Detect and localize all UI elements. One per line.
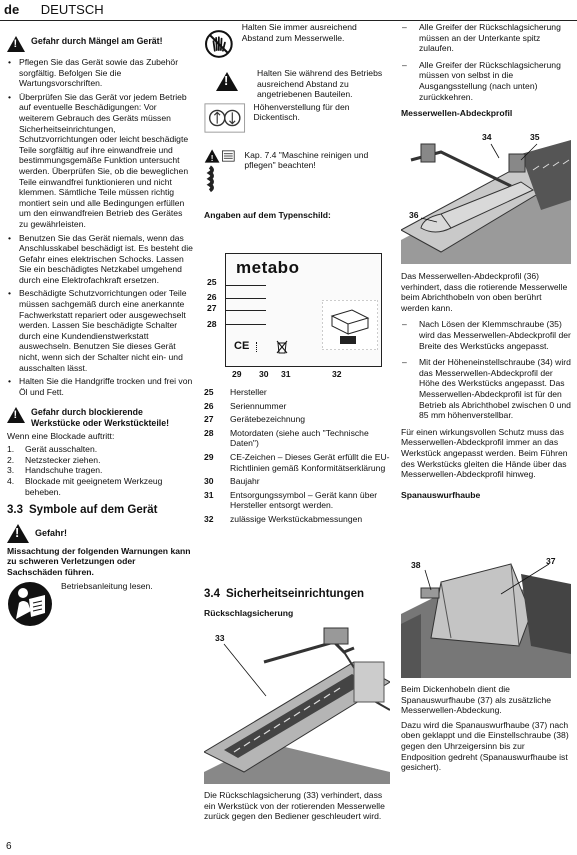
list-item: • Benutzen Sie das Gerät niemals, wenn das Anschlusskabel beschädigt ist. Es besteht die Gefahr eines elektrischen Schocks. Lassen Sie ein beschädigtes Netzkabel umgehend durch eine Elektrofachkraft ersetzen. [7, 233, 193, 286]
table-row: 28 Motordaten (siehe auch "Technische Daten") [204, 427, 369, 449]
span-heading: Spanauswurfhaube [401, 489, 481, 500]
no-hand-icon [204, 22, 234, 66]
gripper-list [401, 22, 571, 102]
callout-35: 35 [530, 132, 540, 142]
list-item: – Mit der Höheneinstellschraube (34) wird das Messerwellen-Abdeckprofil der Höhe des Werkstücks angepasst. Das Messerwellen-Abdeckprofil ist für den Betrieb als Abrichthobel zwischen 0 und 85 mm höhenverstellbar. [401, 357, 571, 421]
read-manual-icon [7, 581, 53, 627]
list-item: 1. Gerät ausschalten. [7, 444, 98, 455]
callout-36: 36 [409, 210, 419, 220]
warning-danger [7, 524, 193, 543]
callout-29: 29 [232, 369, 242, 379]
callout-28: 28 [207, 319, 217, 329]
callout-32: 32 [332, 369, 342, 379]
workpiece-dimensions-icon [322, 300, 378, 350]
symbol-height [204, 102, 390, 134]
callout-26: 26 [207, 292, 217, 302]
list-item: – Alle Greifer der Rückschlagsicherung müssen an der Unterkante spitz zulaufen. [401, 22, 571, 54]
warning-blocking [7, 407, 193, 428]
symbol-3-text: Höhenverstellung für den Dickentisch. [253, 101, 350, 123]
height-adjust-icon [204, 102, 246, 134]
rueck-text: Die Rückschlagsicherung (33) verhindert, dass ein Werkstück von der rotierenden Messerwelle zurück gegen den Bediener geschleudert wird. [204, 790, 385, 822]
warning-triangle-icon [7, 36, 25, 52]
anti-kickback-figure [204, 622, 390, 784]
list-item: • Halten Sie die Handgriffe trocken und frei von Öl und Fett. [7, 376, 193, 397]
warning-defects-title: Gefahr durch Mängel am Gerät! [31, 36, 163, 46]
list-item: 4. Blockade mit geeignetem Werkzeug beheben. [7, 475, 163, 497]
header-rule [0, 20, 577, 21]
callout-33: 33 [215, 633, 225, 643]
column-1 [7, 36, 193, 627]
section-3-4-heading: 3.4 Sicherheitseinrichtungen [204, 588, 365, 600]
chip-ejector-figure [401, 554, 571, 678]
list-item: – Alle Greifer der Rückschlagsicherung müssen von selbst in die Ausgangsstellung (nach unten) zurückkehren. [401, 60, 571, 102]
callout-27: 27 [207, 303, 217, 313]
warning-triangle-icon [7, 524, 29, 543]
maintenance-icon [204, 140, 236, 200]
warning-triangle-icon [216, 72, 238, 91]
callout-30: 30 [259, 369, 269, 379]
blockade-steps [7, 444, 193, 497]
language-title: DEUTSCH [40, 2, 104, 17]
language-code: de [4, 2, 20, 17]
callout-25: 25 [207, 277, 217, 287]
ce-mark: CE [234, 340, 250, 352]
symbol-distance-knife [204, 22, 390, 66]
warning-defects [7, 36, 193, 52]
manual-symbol-text: Betriebsanleitung lesen. [61, 580, 153, 591]
table-row: 29 CE-Zeichen – Dieses Gerät erfüllt die EU-Richtlinien gemäß Konformitätserklärung [204, 451, 390, 473]
typeplate [225, 253, 382, 367]
typeplate-legend [204, 387, 390, 528]
list-item: • Beschädigte Schutzvorrichtungen oder Teile müssen sachgemäß durch eine anerkannte Fachwerkstatt repariert oder ausgewechselt werden. Lassen Sie beschädigte Schalter durch eine Kundendienstwerkstatt auswechseln. Benutzen Sie dieses Gerät nicht, wenn sich der Schalter nicht ein- und ausschalten lässt. [7, 288, 193, 373]
abdeck-adjust-list [401, 319, 571, 420]
callout-37: 37 [546, 556, 556, 566]
plate-line [226, 324, 266, 325]
page-number: 6 [6, 841, 12, 852]
table-row: 26 Seriennummer [204, 400, 287, 411]
symbol-cleaning [204, 140, 390, 200]
blockade-intro: Wenn eine Blockade auftritt: [7, 430, 115, 441]
list-item: – Nach Lösen der Klemmschraube (35) wird das Messerwellen-Abdeckprofil der Breite des Werkstücks angepasst. [401, 319, 571, 351]
warning-danger-text: Missachtung der folgenden Warnungen kann zu schweren Verletzungen oder Sachschäden führen. [7, 545, 191, 577]
warning-danger-title: Gefahr! [35, 527, 68, 538]
symbol-2-text: Halten Sie während des Betriebs ausreichend Abstand zu angetriebenen Bauteilen. [257, 68, 383, 100]
table-row: 32 zulässige Werkstückabmessungen [204, 513, 363, 524]
symbol-distance-parts [204, 68, 390, 100]
page-header [4, 2, 104, 17]
column-3-mid [401, 271, 571, 500]
callout-31: 31 [281, 369, 291, 379]
plate-line [226, 298, 266, 299]
table-row: 25 Hersteller [204, 387, 267, 397]
disposal-bin-icon [276, 340, 288, 354]
rueck-heading: Rückschlagsicherung [204, 608, 294, 618]
column-3 [401, 22, 571, 119]
column-3-bottom [401, 684, 571, 773]
defects-list [7, 57, 193, 397]
list-item: • Pflegen Sie das Gerät sowie das Zubehör sorgfältig. Befolgen Sie die Wartungsvorschriften. [7, 57, 193, 89]
warning-triangle-icon [7, 407, 25, 423]
warning-blocking-title: Gefahr durch blockierende Werkstücke oder Werkstückteile! [31, 407, 170, 428]
table-row: 30 Baujahr [204, 476, 260, 487]
plate-line [226, 285, 266, 286]
table-row: 27 Gerätebezeichnung [204, 414, 306, 425]
symbol-4-text: Kap. 7.4 "Maschine reinigen und pflegen" beachten! [244, 149, 369, 171]
abdeck-text: Das Messerwellen-Abdeckprofil (36) verhindert, dass die rotierende Messerwelle beim Abrichthobeln von oben berührt werden kann. [401, 271, 568, 313]
table-row: 31 Entsorgungssymbol – Gerät kann über Hersteller entsorgt werden. [204, 489, 378, 511]
list-item: 3. Handschuhe tragen. [7, 465, 103, 476]
list-item: • Überprüfen Sie das Gerät vor jedem Betrieb auf eventuelle Beschädigungen: Vor weiterem Gebrauch des Geräts müssen Sicherheitseinrichtungen, Schutzvorrichtungen oder leicht beschädigte Teile sorgfältig auf ihre einwandfreie und bestimmungsgemäße Funktion untersucht werden. Überprüfen Sie, ob die beweglichen Teile einwandfrei funktionieren und nicht klemmen. Sämtliche Teile müssen richtig montiert sein und alle Bedingungen erfüllen um den einwandfreien Betrieb des Gerätes zu gewährleisten. [7, 92, 193, 230]
metabo-logo: metabo [236, 258, 300, 277]
legend-table [204, 387, 390, 528]
svg-text:!: ! [210, 153, 214, 163]
column-2 [204, 22, 390, 220]
plate-line [226, 310, 266, 311]
year-mark [256, 342, 260, 352]
cutterblock-guard-figure [401, 130, 571, 264]
typeplate-figure [204, 253, 390, 383]
manual-symbol-row [7, 581, 193, 627]
schutz-text: Für einen wirkungsvollen Schutz muss das Messerwellen-Abdeckprofil immer an das Werkstück angepasst werden. Beim Führen des Werkstücks gleiten die Hände über das Messerwellen-Abdeckprofil hinweg. [401, 426, 568, 480]
typeplate-heading: Angaben auf dem Typenschild: [204, 209, 331, 220]
span-text-1: Beim Dickenhobeln dient die Spanauswurfhaube (37) als zusätzliche Messerwellen-Abdeckung. [401, 684, 552, 716]
span-text-2: Dazu wird die Spanauswurfhaube (37) nach oben geklappt und die Einstellschraube (38) gegen den Uhrzeigersinn bis zur Endposition gedreht (Spanauswurfhaube ist gesichert). [401, 719, 569, 773]
callout-34: 34 [482, 132, 492, 142]
section-3-3-heading: 3.3 Symbole auf dem Gerät [7, 504, 158, 517]
list-item: 2. Netzstecker ziehen. [7, 454, 101, 465]
callout-38: 38 [411, 560, 421, 570]
symbol-1-text: Halten Sie immer ausreichend Abstand zum Messerwelle. [241, 22, 357, 43]
abdeck-heading: Messerwellen-Abdeckprofil [401, 108, 513, 119]
